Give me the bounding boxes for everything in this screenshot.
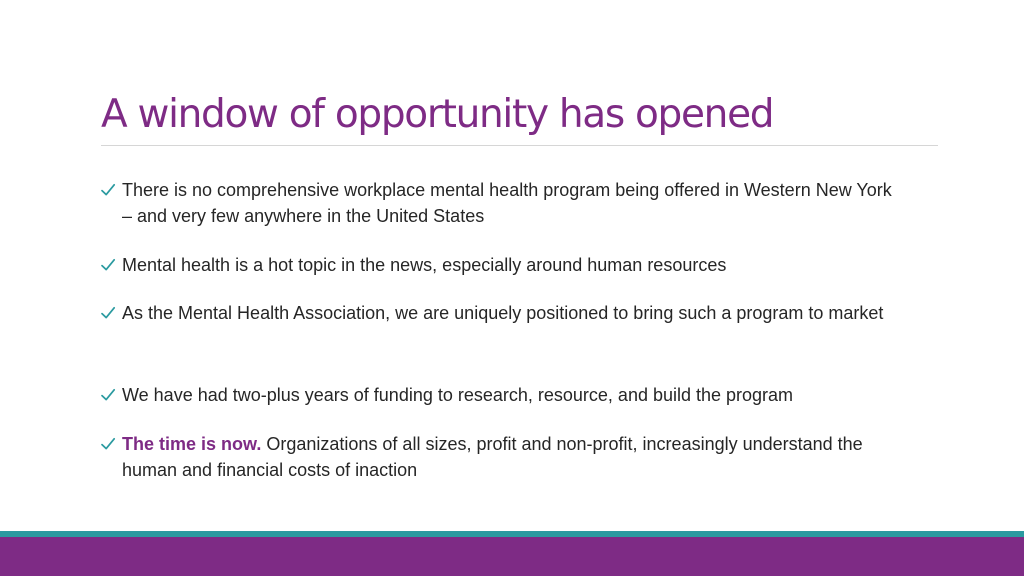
bullet-item <box>100 432 900 483</box>
bullet-text: As the Mental Health Association, we are uniquely positioned to bring such a program to market <box>122 303 884 323</box>
bullet-text: We have had two-plus years of funding to research, resource, and build the program <box>122 385 794 405</box>
bullet-item <box>100 178 900 229</box>
slide-title: A window of opportunity has opened <box>101 92 774 137</box>
checkmark-icon <box>100 182 116 198</box>
bullet-item <box>100 383 900 409</box>
footer-band-purple <box>0 537 1024 576</box>
bullet-text-rest: Organizations of all sizes, profit and non-profit, increasingly understand the human and financial costs of inaction <box>122 434 863 480</box>
checkmark-icon <box>100 257 116 273</box>
bullet-text: Mental health is a hot topic in the news, especially around human resources <box>122 255 727 275</box>
emphasis-text: The time is now. <box>122 434 262 454</box>
bullet-text <box>122 432 900 483</box>
title-divider <box>101 145 938 146</box>
bullet-item <box>100 253 900 279</box>
checkmark-icon <box>100 436 116 452</box>
bullet-item <box>100 301 900 327</box>
checkmark-icon <box>100 305 116 321</box>
checkmark-icon <box>100 387 116 403</box>
bullet-text: There is no comprehensive workplace mental health program being offered in Western New York – and very few anywhere in the United States <box>122 180 892 226</box>
